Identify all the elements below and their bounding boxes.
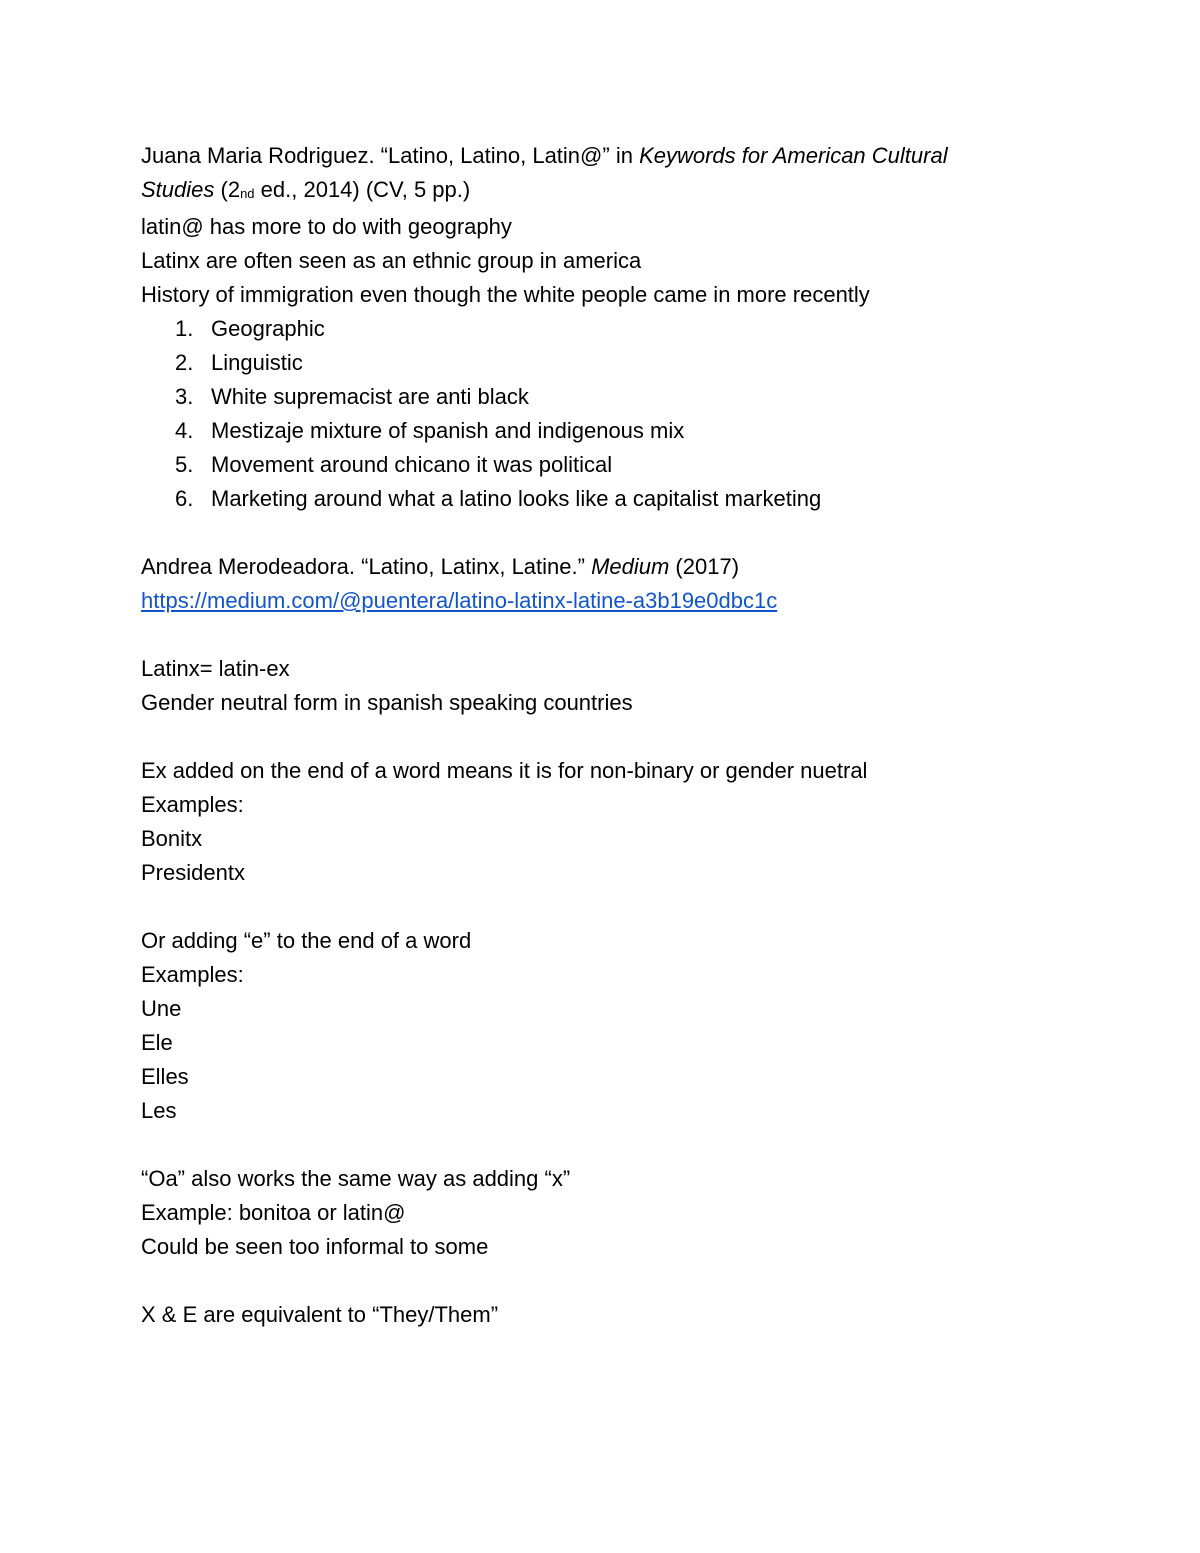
citation-edition-pre: (2 [214,177,241,202]
note-line: Elles [141,1064,189,1089]
note-line: Bonitx [141,826,203,851]
document-body [141,139,1061,1332]
list-text: Linguistic [211,350,303,375]
blank-line [141,516,1061,550]
citation-lead: Juana Maria Rodriguez. “Latino, Latino, Latin@” in [141,143,640,168]
list-number: 4. [175,418,194,443]
citation-link-line [141,584,1061,618]
citation-source: Medium [591,554,670,579]
list-item [141,482,1061,516]
blank-line [141,1128,1061,1162]
citation-year: (2017) [669,554,740,579]
list-item [141,380,1061,414]
blank-line [141,890,1061,924]
note-line: Une [141,996,182,1021]
medium-article-link[interactable]: https://medium.com/@puentera/latino-latinx-latine-a3b19e0dbc1c [141,588,778,613]
citation-rodriguez [141,139,1061,173]
list-item [141,414,1061,448]
note-line: “Oa” also works the same way as adding “x” [141,1166,571,1191]
note-line: latin@ has more to do with geography [141,214,512,239]
list-text: Marketing around what a latino looks like a capitalist marketing [211,486,822,511]
blank-line [141,618,1061,652]
numbered-list [141,312,1061,516]
note-line: Examples: [141,962,244,987]
blank-line [141,1264,1061,1298]
list-text: Mestizaje mixture of spanish and indigenous mix [211,418,685,443]
list-number: 3. [175,384,194,409]
note-line: Gender neutral form in spanish speaking countries [141,690,633,715]
list-text: Movement around chicano it was political [211,452,613,477]
list-item [141,346,1061,380]
note-line: Ele [141,1030,173,1055]
note-line: Or adding “e” to the end of a word [141,928,472,953]
note-line: History of immigration even though the white people came in more recently [141,282,870,307]
citation-book-title: Keywords for American Cultural [639,143,948,168]
note-line: Ex added on the end of a word means it is for non-binary or gender nuetral [141,758,868,783]
list-number: 6. [175,486,194,511]
note-line: Could be seen too informal to some [141,1234,489,1259]
list-number: 1. [175,316,194,341]
list-number: 5. [175,452,194,477]
blank-line [141,720,1061,754]
note-line: Presidentx [141,860,245,885]
note-line: Examples: [141,792,244,817]
list-item [141,312,1061,346]
list-text: White supremacist are anti black [211,384,529,409]
note-line: Latinx are often seen as an ethnic group in america [141,248,642,273]
note-line: Les [141,1098,177,1123]
citation-lead: Andrea Merodeadora. “Latino, Latinx, Latine.” [141,554,592,579]
list-text: Geographic [211,316,325,341]
list-number: 2. [175,350,194,375]
citation-rodriguez-cont [141,173,1061,210]
note-line: X & E are equivalent to “They/Them” [141,1302,499,1327]
note-line: Example: bonitoa or latin@ [141,1200,406,1225]
note-line: Latinx= latin-ex [141,656,290,681]
list-item [141,448,1061,482]
citation-merodeadora [141,550,1061,584]
citation-edition-post: ed., 2014) (CV, 5 pp.) [254,177,471,202]
citation-book-title-cont: Studies [141,177,215,202]
citation-edition-sup: nd [240,186,255,201]
